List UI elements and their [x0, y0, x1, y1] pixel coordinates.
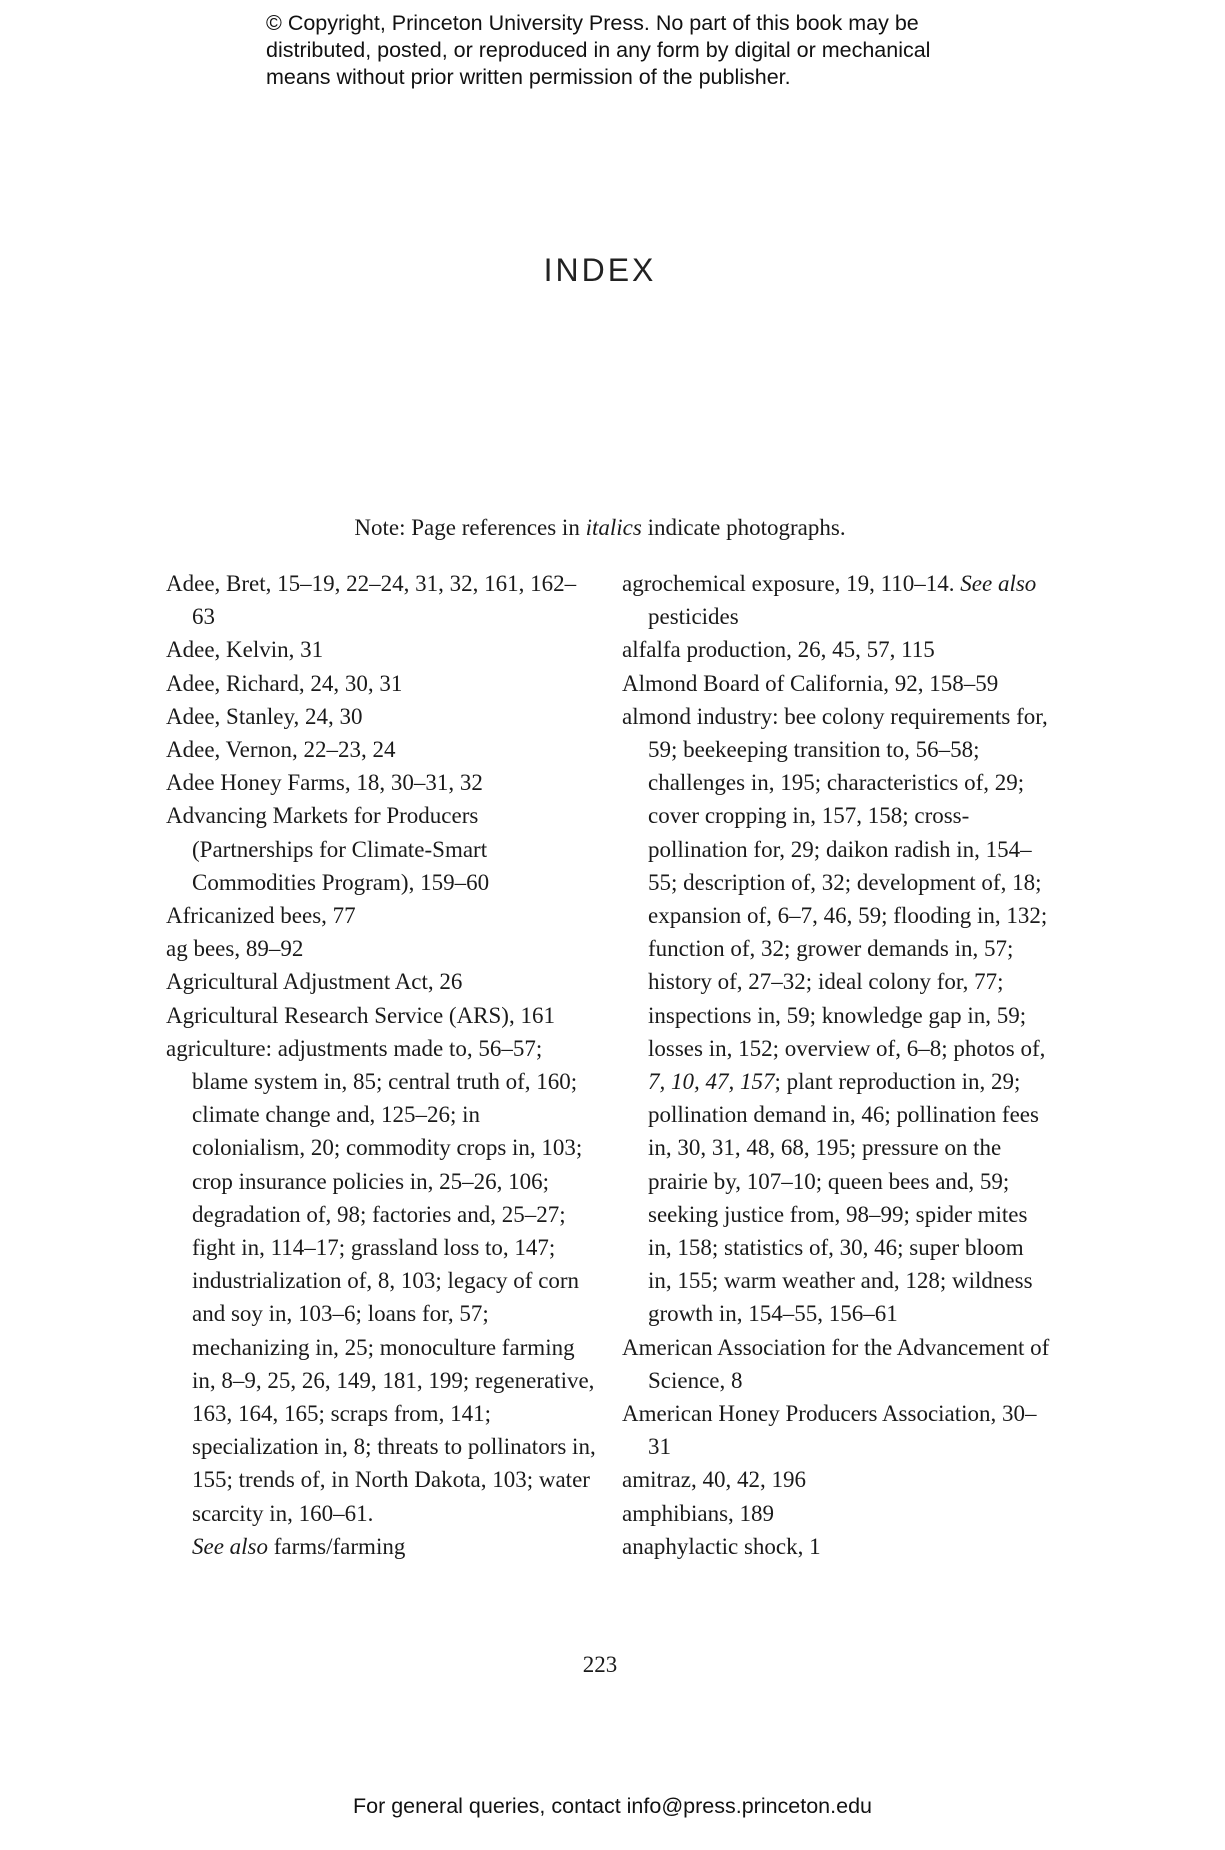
- footer-contact: For general queries, contact info@press.princeton.edu: [352, 1794, 872, 1818]
- index-entry: American Honey Producers Association, 30–31: [622, 1401, 1037, 1460]
- index-entry: Adee Honey Farms, 18, 30–31, 32: [166, 770, 483, 796]
- index-entry: Adee, Kelvin, 31: [166, 637, 324, 663]
- index-entry: ag bees, 89–92: [166, 936, 304, 962]
- index-entry: Advancing Markets for Producers (Partnerships for Climate-Smart Commodities Program), 159–60: [166, 803, 490, 895]
- copyright-notice: [266, 10, 1026, 91]
- index-entry: Adee, Vernon, 22–23, 24: [166, 737, 396, 763]
- entry-text: agrochemical exposure, 19, 110–14.: [622, 571, 961, 596]
- index-entry: American Association for the Advancement of Science, 8: [622, 1334, 1050, 1393]
- index-entry: Almond Board of California, 92, 158–59: [622, 670, 999, 696]
- see-also-target: farms/farming: [268, 1533, 406, 1559]
- index-note: [0, 513, 1200, 543]
- index-entry: amitraz, 40, 42, 196: [622, 1467, 806, 1493]
- page-number: 223: [582, 1652, 618, 1677]
- copyright-line: distributed, posted, or reproduced in any form by digital or mechanical: [266, 38, 931, 62]
- index-entry: Africanized bees, 77: [166, 903, 356, 929]
- index-entry: Adee, Richard, 24, 30, 31: [166, 670, 403, 696]
- entry-text: agriculture: adjustments made to, 56–57; blame system in, 85; central truth of, 160; climate change and, 125–26; in colonialism, 20; commodity crops in, 103; crop insurance policies in, 25–26, 106; degradation of, 98; factories and, 25–27; fight in, 114–17; grassland loss to, 147; industrialization of, 8, 103; legacy of corn and soy in, 103–6; loans for, 57; mechanizing in, 25; monoculture farming in, 8–9, 25, 26, 149, 181, 199; regenerative, 163, 164, 165; scraps from, 141; specialization in, 8; threats to pollinators in, 155; trends of, in North Dakota, 103; water scarcity in, 160–61.: [166, 1035, 596, 1526]
- index-entry-almond-industry: [622, 700, 1052, 1331]
- note-text: indicate photographs.: [641, 515, 846, 540]
- index-entry: alfalfa production, 26, 45, 57, 115: [622, 637, 935, 663]
- see-also-target: pesticides: [648, 604, 739, 630]
- index-entry: Adee, Bret, 15–19, 22–24, 31, 32, 161, 162–63: [166, 571, 577, 630]
- index-entry: amphibians, 189: [622, 1500, 775, 1526]
- index-entry-agriculture: [166, 1032, 596, 1563]
- entry-text: almond industry: bee colony requirements for, 59; beekeeping transition to, 56–58; challenges in, 195; characteristics of, 29; cover cropping in, 157, 158; cross-pollination for, 29; daikon radish in, 154–55; description of, 32; development of, 18; expansion of, 6–7, 46, 59; flooding in, 132; function of, 32; grower demands in, 57; history of, 27–32; ideal colony for, 77; inspections in, 59; knowledge gap in, 59; losses in, 152; overview of, 6–8; photos of,: [622, 703, 1048, 1061]
- index-entry: Adee, Stanley, 24, 30: [166, 703, 363, 729]
- index-entry-agrochemical: [622, 567, 1052, 633]
- see-also-label: See also: [960, 571, 1037, 596]
- entry-text: ; plant reproduction in, 29; pollination demand in, 46; pollination fees in, 30, 31, 48, 68, 195; pressure on the prairie by, 107–10; queen bees and, 59; seeking justice from, 98–99; spider mites in, 158; statistics of, 30, 46; super bloom in, 155; warm weather and, 128; wildness growth in, 154–55, 156–61: [648, 1069, 1039, 1327]
- index-entry: Agricultural Adjustment Act, 26: [166, 969, 463, 995]
- copyright-line: © Copyright, Princeton University Press. No part of this book may be: [266, 11, 919, 35]
- note-italic-word: italics: [585, 515, 642, 540]
- see-also-label: See also: [192, 1533, 269, 1559]
- note-text: Note: Page references in: [354, 515, 586, 540]
- index-entry: Agricultural Research Service (ARS), 161: [166, 1002, 555, 1028]
- index-column-right: [622, 567, 1052, 1563]
- copyright-line: means without prior written permission of the publisher.: [266, 65, 791, 89]
- index-entry: anaphylactic shock, 1: [622, 1533, 821, 1559]
- photo-page-refs: 7, 10, 47, 157: [648, 1069, 775, 1095]
- index-column-left: [166, 567, 596, 1563]
- page-title: INDEX: [543, 252, 657, 288]
